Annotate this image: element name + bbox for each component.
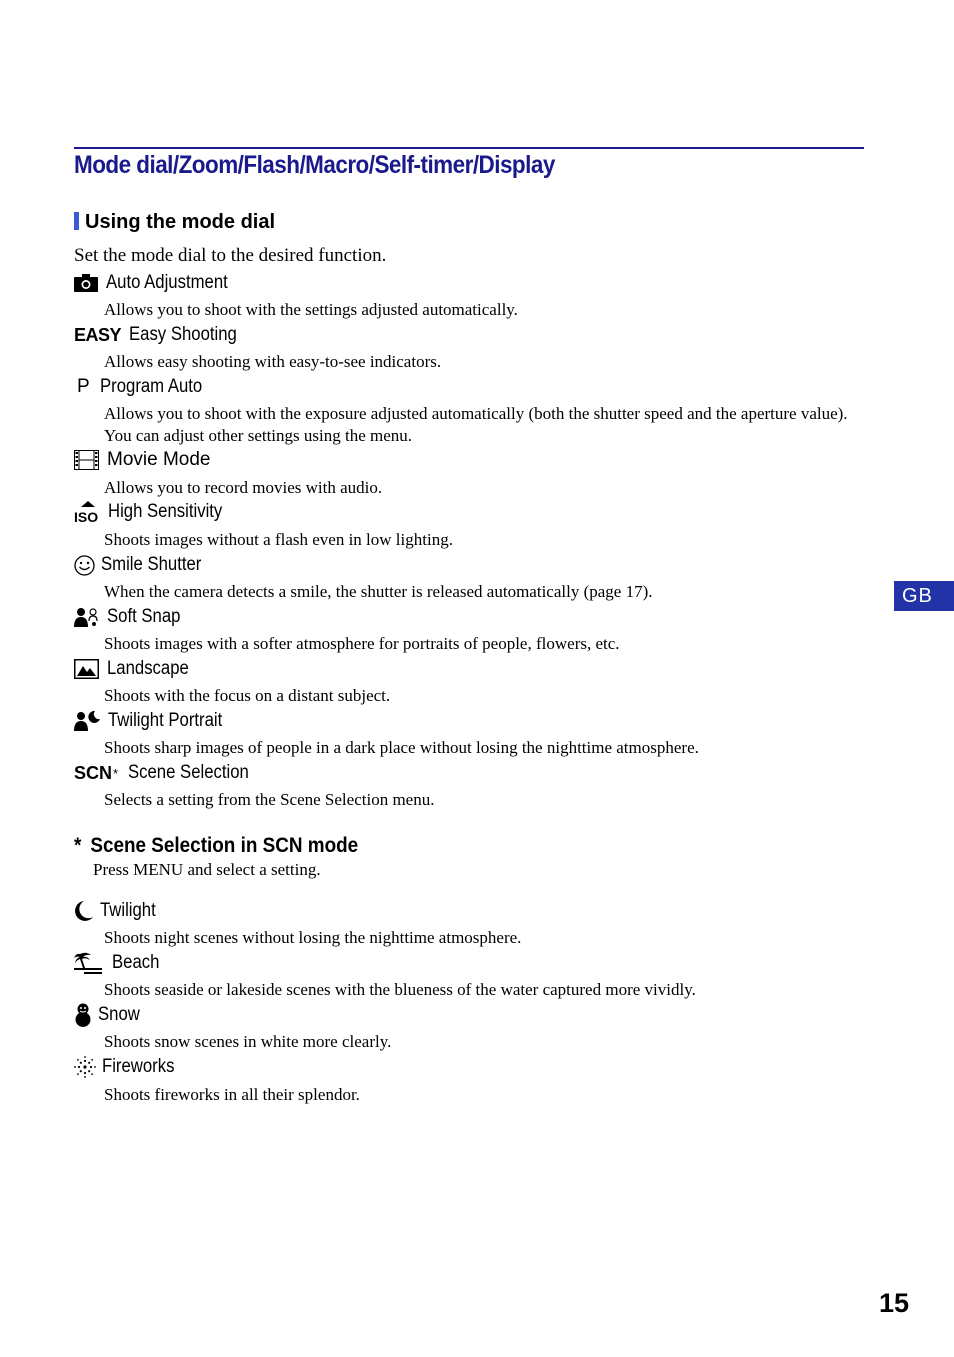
mode-label: Movie Mode	[107, 449, 211, 470]
mode-smile-shutter	[74, 553, 215, 577]
scene-label: Fireworks	[102, 1056, 175, 1077]
beach-icon	[74, 952, 102, 974]
mode-label: Landscape	[107, 658, 189, 679]
mode-movie	[74, 448, 211, 472]
mode-label: Easy Shooting	[129, 324, 237, 345]
mode-description: Allows you to record movies with audio.	[104, 478, 383, 497]
mode-label: Auto Adjustment	[106, 272, 228, 293]
snowman-icon	[74, 1003, 92, 1027]
mode-program-auto	[74, 375, 216, 399]
page-title: Mode dial/Zoom/Flash/Macro/Self-timer/Display	[74, 151, 555, 179]
mode-label: Scene Selection	[128, 762, 249, 783]
scene-note-heading	[74, 834, 358, 858]
scene-description: Shoots seaside or lakeside scenes with the blueness of the water captured more vividly.	[104, 980, 696, 999]
mode-label: Smile Shutter	[101, 554, 202, 575]
page-number: 15	[879, 1288, 910, 1318]
scene-label: Beach	[112, 952, 160, 973]
program-icon: P	[77, 376, 90, 397]
mode-description: Shoots sharp images of people in a dark place without losing the nighttime atmosphere.	[104, 738, 699, 757]
language-tab: GB	[894, 581, 954, 611]
easy-icon: EASY	[74, 324, 122, 345]
twilight-portrait-icon	[74, 711, 100, 731]
note-heading-text: Scene Selection in SCN mode	[90, 834, 359, 857]
soft-snap-icon	[74, 607, 99, 627]
fireworks-icon	[74, 1056, 96, 1078]
mode-description: Shoots images without a flash even in low lighting.	[104, 530, 453, 549]
moon-icon	[74, 900, 94, 922]
note-star: *	[74, 834, 82, 857]
mode-description: When the camera detects a smile, the shutter is released automatically (page 17).	[104, 582, 653, 601]
mode-description: Shoots images with a softer atmosphere for portraits of people, flowers, etc.	[104, 634, 620, 653]
mode-auto-adjustment	[74, 271, 244, 295]
scene-description: Shoots snow scenes in white more clearly.	[104, 1032, 392, 1051]
mode-landscape	[74, 657, 200, 681]
scn-icon-star: *	[113, 765, 119, 781]
scene-label: Twilight	[100, 900, 156, 921]
mode-soft-snap	[74, 605, 190, 629]
camera-icon	[74, 274, 98, 292]
scene-beach	[74, 951, 166, 975]
section-heading	[74, 211, 275, 234]
scene-snow	[74, 1003, 146, 1027]
scene-label: Snow	[98, 1004, 140, 1025]
mode-label: Program Auto	[99, 376, 202, 397]
mode-label: Twilight Portrait	[108, 710, 223, 731]
iso-icon	[74, 501, 100, 523]
title-rule	[74, 147, 864, 149]
mode-description: Allows you to shoot with the settings adjusted automatically.	[104, 300, 518, 319]
scn-icon-text: SCN	[74, 762, 113, 783]
section-marker	[74, 212, 79, 230]
mode-description: Allows you to shoot with the exposure adjusted automatically (both the shutter speed and the aperture value). You can adjust other settings using the menu.	[104, 404, 848, 445]
scene-twilight	[74, 899, 163, 923]
mode-label: High Sensitivity	[108, 501, 223, 522]
scene-description: Shoots fireworks in all their splendor.	[104, 1085, 360, 1104]
film-icon	[74, 450, 99, 470]
mode-description: Selects a setting from the Scene Selection menu.	[104, 790, 435, 809]
scene-fireworks	[74, 1055, 184, 1079]
section-intro: Set the mode dial to the desired function.	[74, 245, 387, 266]
mode-description: Allows easy shooting with easy-to-see indicators.	[104, 352, 442, 371]
mode-high-sensitivity	[74, 500, 238, 524]
mode-label: Soft Snap	[107, 606, 181, 627]
mode-scene-selection	[74, 761, 265, 785]
scene-description: Shoots night scenes without losing the nighttime atmosphere.	[104, 928, 522, 947]
smile-icon	[74, 555, 95, 576]
mode-description: Shoots with the focus on a distant subject.	[104, 686, 391, 705]
section-heading-text: Using the mode dial	[85, 211, 276, 233]
mode-twilight-portrait	[74, 709, 238, 733]
mode-easy-shooting	[74, 323, 252, 347]
scene-note-body: Press MENU and select a setting.	[93, 860, 321, 879]
scn-icon	[74, 763, 118, 784]
svg-text:ISO: ISO	[74, 509, 99, 523]
landscape-icon	[74, 659, 99, 679]
